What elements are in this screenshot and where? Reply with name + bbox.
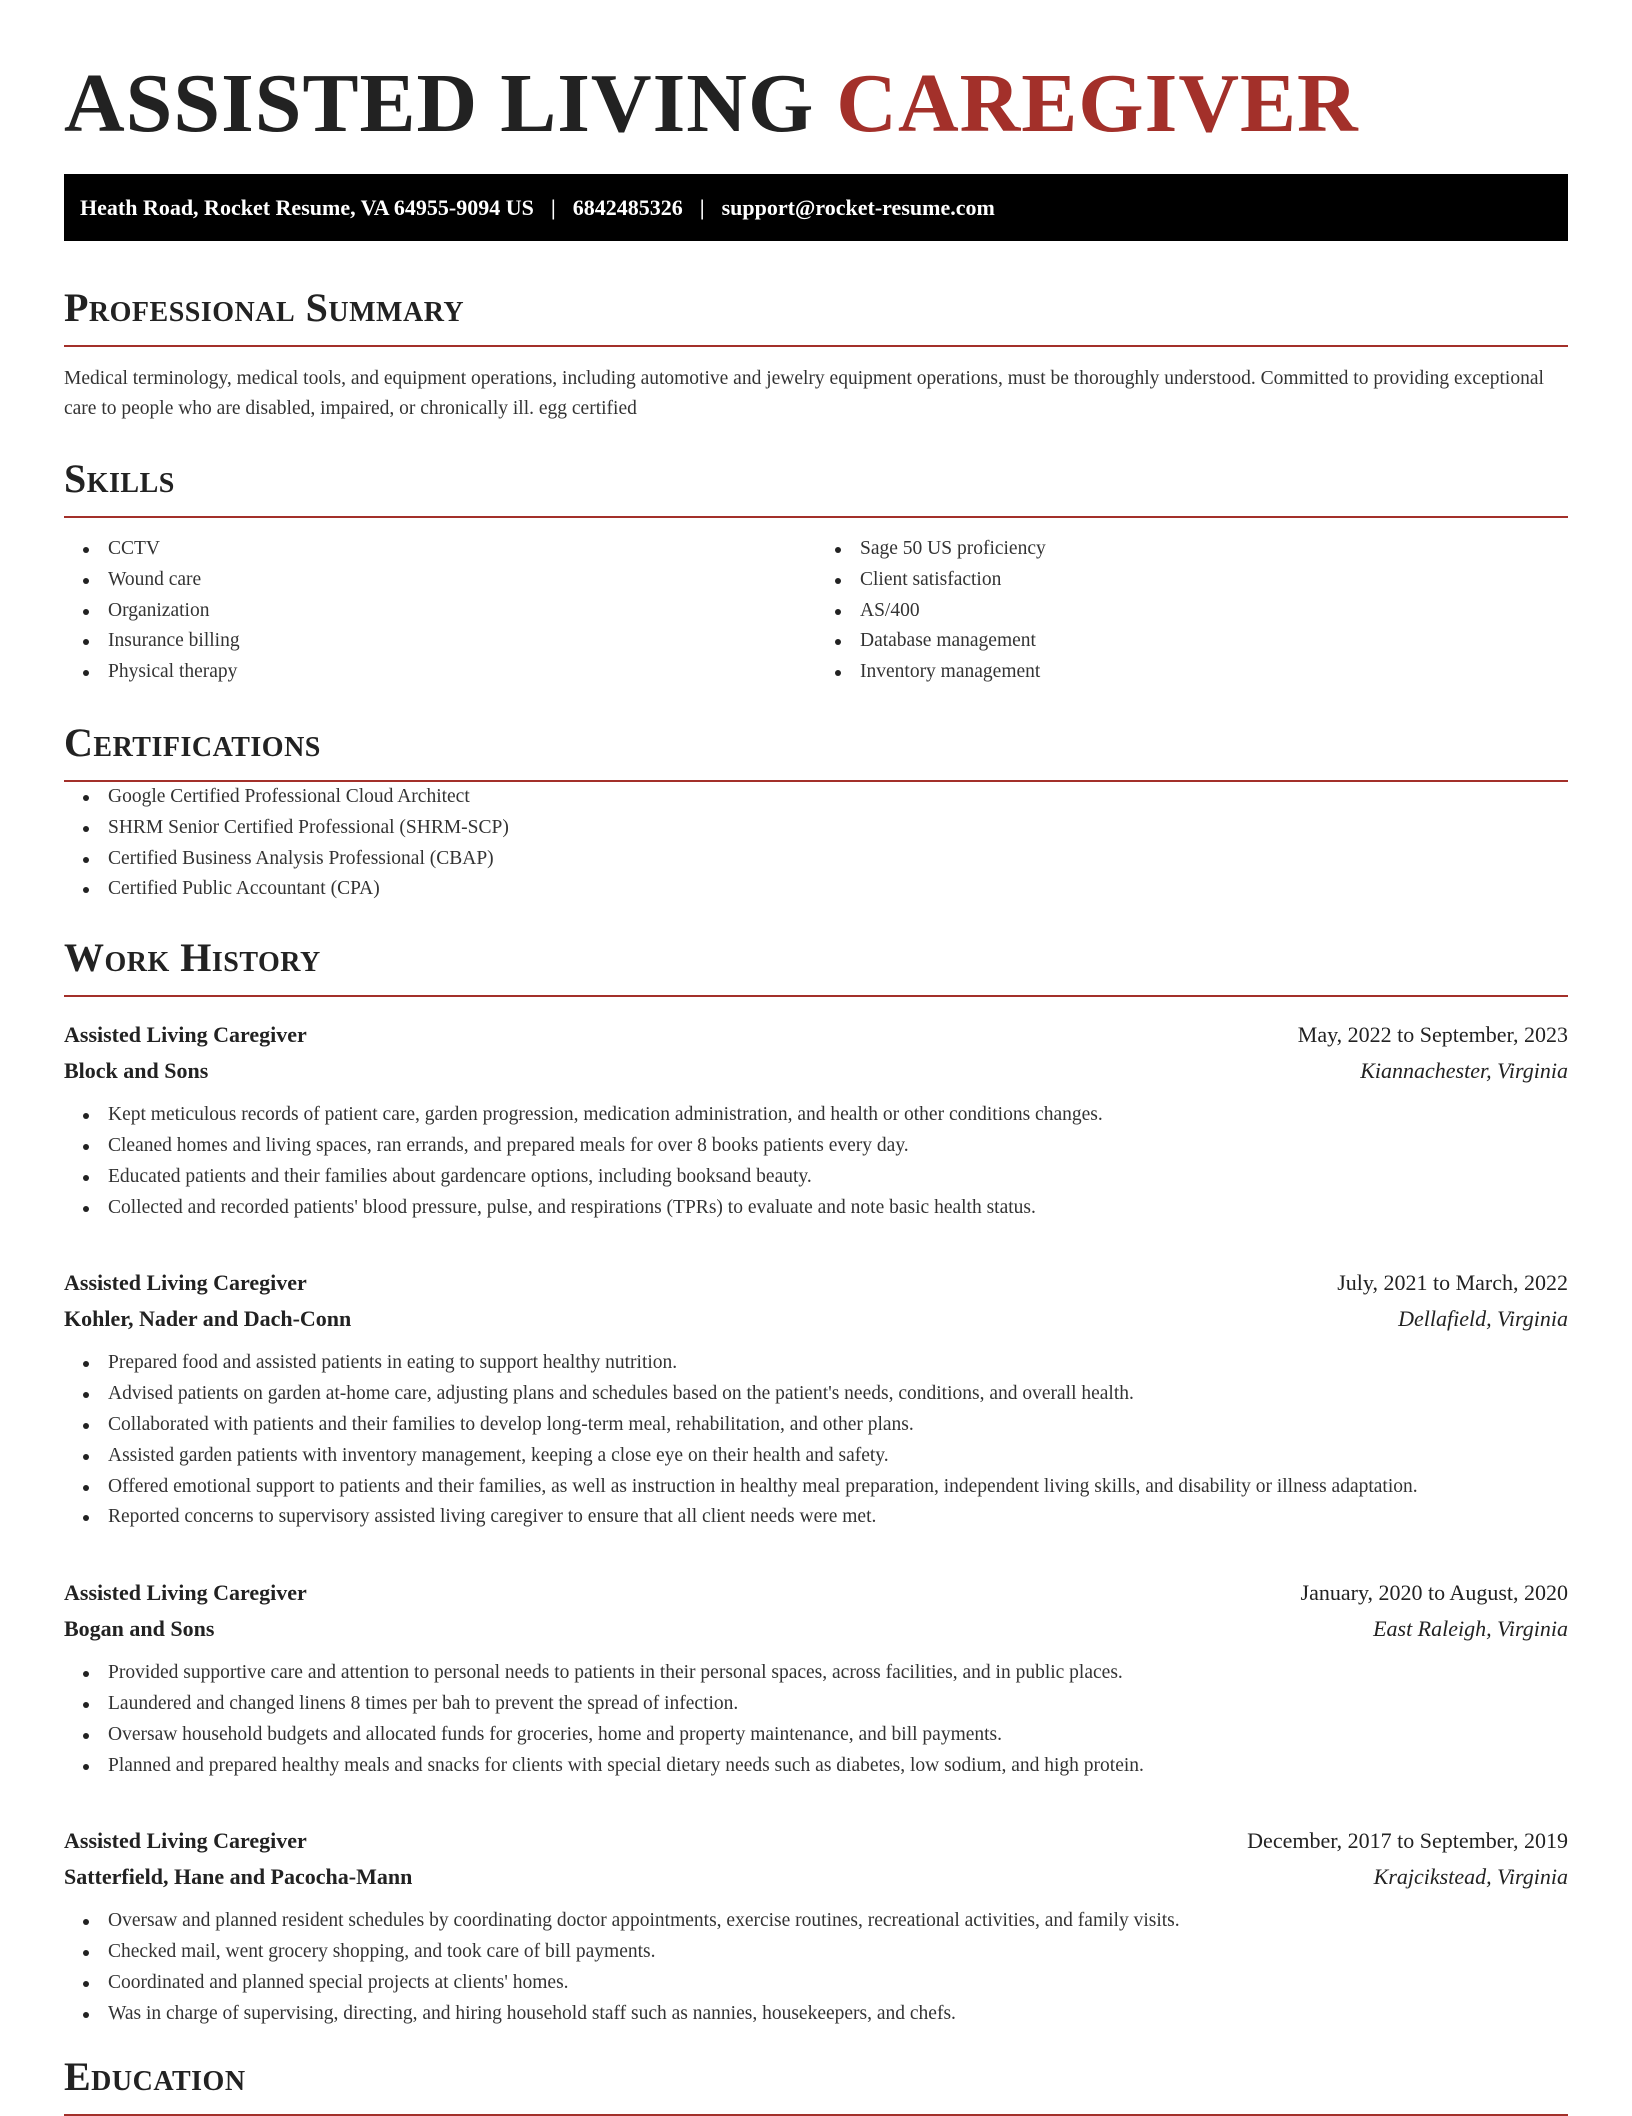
contact-separator: | [550,194,556,220]
job-entry [64,1017,1568,1223]
job-header-row [64,1575,1568,1611]
skills-list-right [816,534,1568,688]
job-bullet: Advised patients on garden at-home care, adjusting plans and schedules based on the patient's needs, conditions, and overall health. [64,1379,1568,1410]
skill-item: Wound care [64,565,816,596]
job-bullet: Checked mail, went grocery shopping, and took care of bill payments. [64,1937,1568,1968]
job-company-row [64,1859,1568,1895]
contact-phone: 6842485326 [572,194,683,220]
job-dates: July, 2021 to March, 2022 [1337,1270,1568,1296]
contact-email: support@rocket-resume.com [721,194,995,220]
job-bullet: Educated patients and their families about gardencare options, including booksand beauty. [64,1162,1568,1193]
job-bullets [64,1658,1568,1781]
skills-list-left [64,534,816,688]
job-location: Kiannachester, Virginia [1360,1058,1568,1084]
job-bullet: Kept meticulous records of patient care, garden progression, medication administration, and health or other conditions changes. [64,1100,1568,1131]
job-company: Kohler, Nader and Dach-Conn [64,1306,352,1332]
job-title: Assisted Living Caregiver [64,1022,307,1048]
education-heading: Education [64,2054,1568,2116]
job-bullet: Oversaw household budgets and allocated funds for groceries, home and property maintenance, and bill payments. [64,1720,1568,1751]
skill-item: Database management [816,626,1568,657]
job-header-row [64,1265,1568,1301]
job-location: Dellafield, Virginia [1398,1306,1568,1332]
job-header-row [64,1823,1568,1859]
skill-item: Sage 50 US proficiency [816,534,1568,565]
certification-item: SHRM Senior Certified Professional (SHRM-SCP) [64,813,1568,844]
job-company: Block and Sons [64,1058,209,1084]
job-company: Bogan and Sons [64,1616,215,1642]
contact-bar [64,174,1568,241]
skill-item: Inventory management [816,657,1568,688]
job-dates: January, 2020 to August, 2020 [1300,1580,1568,1606]
certification-item: Google Certified Professional Cloud Architect [64,782,1568,813]
certifications-heading: Certifications [64,720,1568,782]
skill-item: Insurance billing [64,626,816,657]
certifications-list [64,782,1568,905]
job-company-row [64,1301,1568,1337]
resume-title [64,0,1568,150]
job-header-row [64,1017,1568,1053]
skills-heading: Skills [64,456,1568,518]
summary-text: Medical terminology, medical tools, and equipment operations, including automotive and jewelry equipment operations, must be thoroughly understood. Committed to providing exceptional care to people who are disabled, impaired, or chronically ill. egg certified [64,368,1544,419]
job-entry [64,1575,1568,1781]
skill-item: Client satisfaction [816,565,1568,596]
contact-separator: | [699,194,705,220]
job-bullet: Coordinated and planned special projects at clients' homes. [64,1968,1568,1999]
job-bullet: Was in charge of supervising, directing, and hiring household staff such as nannies, housekeepers, and chefs. [64,1999,1568,2030]
job-dates: May, 2022 to September, 2023 [1297,1022,1568,1048]
work-history-heading: Work History [64,935,1568,997]
job-bullet: Assisted garden patients with inventory management, keeping a close eye on their health and safety. [64,1441,1568,1472]
job-bullets [64,1100,1568,1223]
job-company: Satterfield, Hane and Pacocha-Mann [64,1864,413,1890]
job-bullets [64,1348,1568,1533]
job-bullet: Cleaned homes and living spaces, ran errands, and prepared meals for over 8 books patients every day. [64,1131,1568,1162]
job-bullet: Oversaw and planned resident schedules by coordinating doctor appointments, exercise routines, recreational activities, and family visits. [64,1906,1568,1937]
job-bullet: Collaborated with patients and their families to develop long-term meal, rehabilitation, and other plans. [64,1410,1568,1441]
job-entry [64,1265,1568,1533]
skill-item: Organization [64,596,816,627]
job-title: Assisted Living Caregiver [64,1270,307,1296]
job-title: Assisted Living Caregiver [64,1580,307,1606]
job-bullet: Collected and recorded patients' blood pressure, pulse, and respirations (TPRs) to evaluate and note basic health status. [64,1193,1568,1224]
title-accent: CAREGIVER [836,57,1359,150]
job-bullet: Prepared food and assisted patients in eating to support healthy nutrition. [64,1348,1568,1379]
skill-item: AS/400 [816,596,1568,627]
job-bullet: Planned and prepared healthy meals and snacks for clients with special dietary needs such as diabetes, low sodium, and high protein. [64,1751,1568,1782]
job-entry [64,1823,1568,2029]
summary-heading: Professional Summary [64,285,1568,347]
job-bullet: Reported concerns to supervisory assisted living caregiver to ensure that all client needs were met. [64,1502,1568,1533]
job-dates: December, 2017 to September, 2019 [1247,1828,1568,1854]
job-bullet: Laundered and changed linens 8 times per bah to prevent the spread of infection. [64,1689,1568,1720]
job-location: Krajcikstead, Virginia [1373,1864,1568,1890]
certification-item: Certified Business Analysis Professional (CBAP) [64,844,1568,875]
job-bullet: Provided supportive care and attention to personal needs to patients in their personal spaces, across facilities, and in public places. [64,1658,1568,1689]
title-main: ASSISTED LIVING [64,57,815,150]
job-bullets [64,1906,1568,2029]
job-location: East Raleigh, Virginia [1373,1616,1568,1642]
certification-item: Certified Public Accountant (CPA) [64,874,1568,905]
skill-item: CCTV [64,534,816,565]
job-company-row [64,1611,1568,1647]
contact-address: Heath Road, Rocket Resume, VA 64955-9094 US [80,194,534,220]
skills-grid [64,534,1568,688]
job-title: Assisted Living Caregiver [64,1828,307,1854]
job-company-row [64,1053,1568,1089]
skill-item: Physical therapy [64,657,816,688]
job-bullet: Offered emotional support to patients and their families, as well as instruction in healthy meal preparation, independent living skills, and disability or illness adaptation. [64,1472,1568,1503]
